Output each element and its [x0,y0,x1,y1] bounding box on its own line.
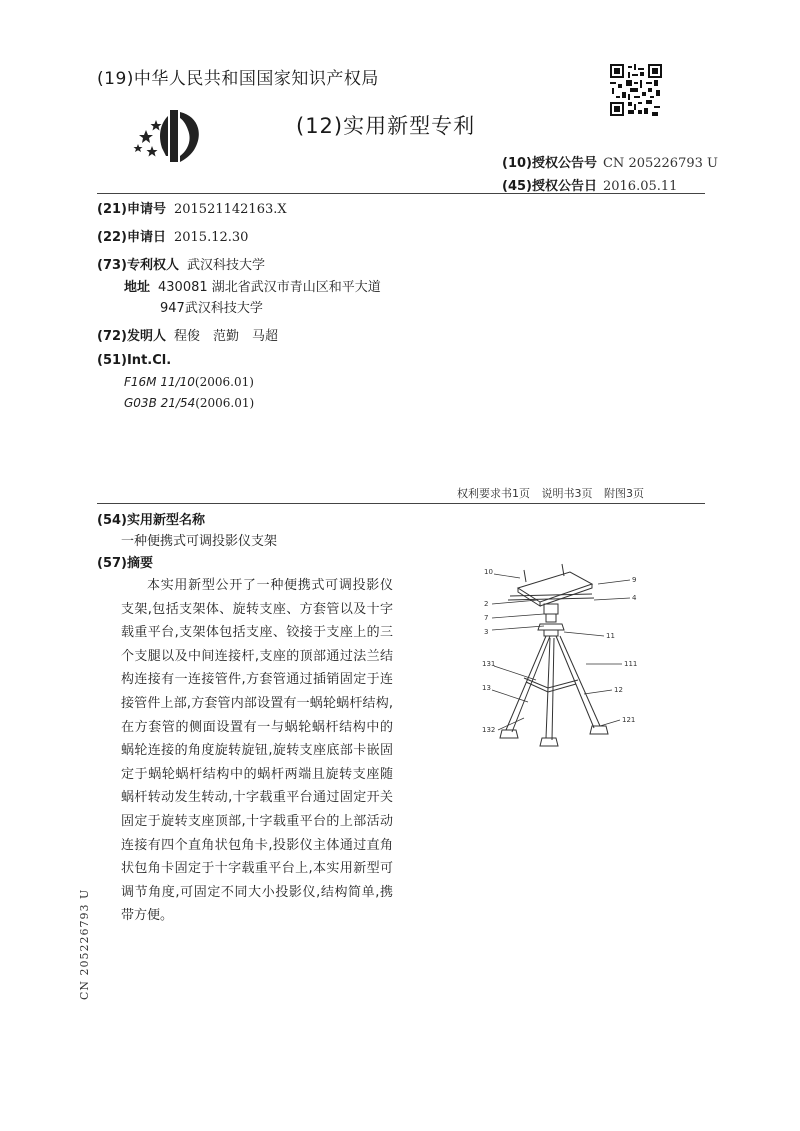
ref-10: 10 [484,568,493,576]
ref-7: 7 [484,614,489,622]
tripod-drawing [480,560,655,750]
reference-numerals [482,568,637,734]
inventor-value: 程俊 范勤 马超 [173,329,278,344]
ipc-row [97,353,171,368]
application-date-label: (22)申请日 [97,230,166,245]
page-counts: 权利要求书1页 说明书3页 附图3页 [457,487,644,500]
ipc-label: (51)Int.Cl. [97,353,172,368]
reference-leader-lines [492,574,630,730]
inventor-label: (72)发明人 [97,329,166,344]
ref-132: 132 [482,726,496,734]
ipc-class-2-code: G03B 21/54 [124,396,196,410]
abstract-label: (57)摘要 [97,556,153,571]
ref-111: 111 [624,660,638,668]
patentee-value: 武汉科技大学 [186,258,265,273]
qr-code-icon [610,64,662,116]
utility-model-title: 一种便携式可调投影仪支架 [121,534,278,549]
tripod-legs [506,636,600,740]
address-line-2-row [160,297,263,316]
ref-13: 13 [482,684,491,692]
patentee-label: (73)专利权人 [97,258,179,273]
ref-121: 121 [622,716,636,724]
address-line-2: 947武汉科技大学 [160,301,263,316]
publication-number-value: CN 205226793 U [602,156,718,171]
tripod-feet [500,726,608,746]
publication-date-label: (45)授权公告日 [502,179,597,194]
ref-131: 131 [482,660,496,668]
ipc-class-2 [124,396,254,410]
ipc-class-2-version: (2006.01) [195,396,255,410]
ipc-class-1-version: (2006.01) [194,375,254,389]
ref-11: 11 [606,632,615,640]
ref-9: 9 [632,576,637,584]
abstract-text: 本实用新型公开了一种便携式可调投影仪支架,包括支架体、旋转支座、方套管以及十字载重平台,支架体包括支座、铰接于支座上的三个支腿以及中间连接杆,支座的顶部通过法兰结构连接有一连接管件,方套管通过插销固定于连接管件上部,方套管内部设置有一蜗轮蜗杆结构,在方套管的侧面设置有一与蜗轮蜗杆结构中的蜗轮连接的角度旋转旋钮,旋转支座底部卡嵌固定于蜗轮蜗杆结构中的蜗杆两端且旋转支座随蜗杆转动发生转动,十字载重平台通过固定开关固定于旋转支座顶部,十字载重平台的上部活动连接有四个直角状包角卡,投影仪主体通过直角状包角卡固定于十字载重平台上,本实用新型可调节角度,可固定不同大小投影仪,结构简单,携带方便。 [121,578,393,924]
ref-3: 3 [484,628,489,636]
address-row [124,276,381,295]
publication-number-row [502,152,718,171]
application-date-row [97,226,248,245]
cnipa-logo-icon [132,106,210,168]
abstract-label-row [97,552,153,571]
publication-date-row [502,175,677,194]
title-label: (54)实用新型名称 [97,513,205,528]
rotating-base [538,604,564,636]
header-divider [97,193,705,194]
application-number-label: (21)申请号 [97,202,166,217]
biblio-divider [97,503,705,504]
ref-4: 4 [632,594,637,602]
application-number-row [97,198,287,217]
title-label-row [97,509,205,528]
ref-2: 2 [484,600,489,608]
issuing-office: (19)中华人民共和国国家知识产权局 [97,69,379,89]
ipc-class-1-code: F16M 11/10 [124,375,195,389]
document-type: (12)实用新型专利 [296,114,476,138]
publication-date-value: 2016.05.11 [602,179,678,194]
ref-12: 12 [614,686,623,694]
address-label: 地址 [124,280,151,295]
publication-number-label: (10)授权公告号 [502,156,597,171]
cross-load-platform [508,564,594,606]
application-date-value: 2015.12.30 [173,230,249,245]
ipc-class-1 [124,375,254,389]
patentee-row [97,254,265,273]
inventor-row [97,325,278,344]
address-line-1: 430081 湖北省武汉市青山区和平大道 [158,280,381,295]
side-publication-code: CN 205226793 U [78,888,91,1000]
application-number-value: 201521142163.X [173,202,287,217]
